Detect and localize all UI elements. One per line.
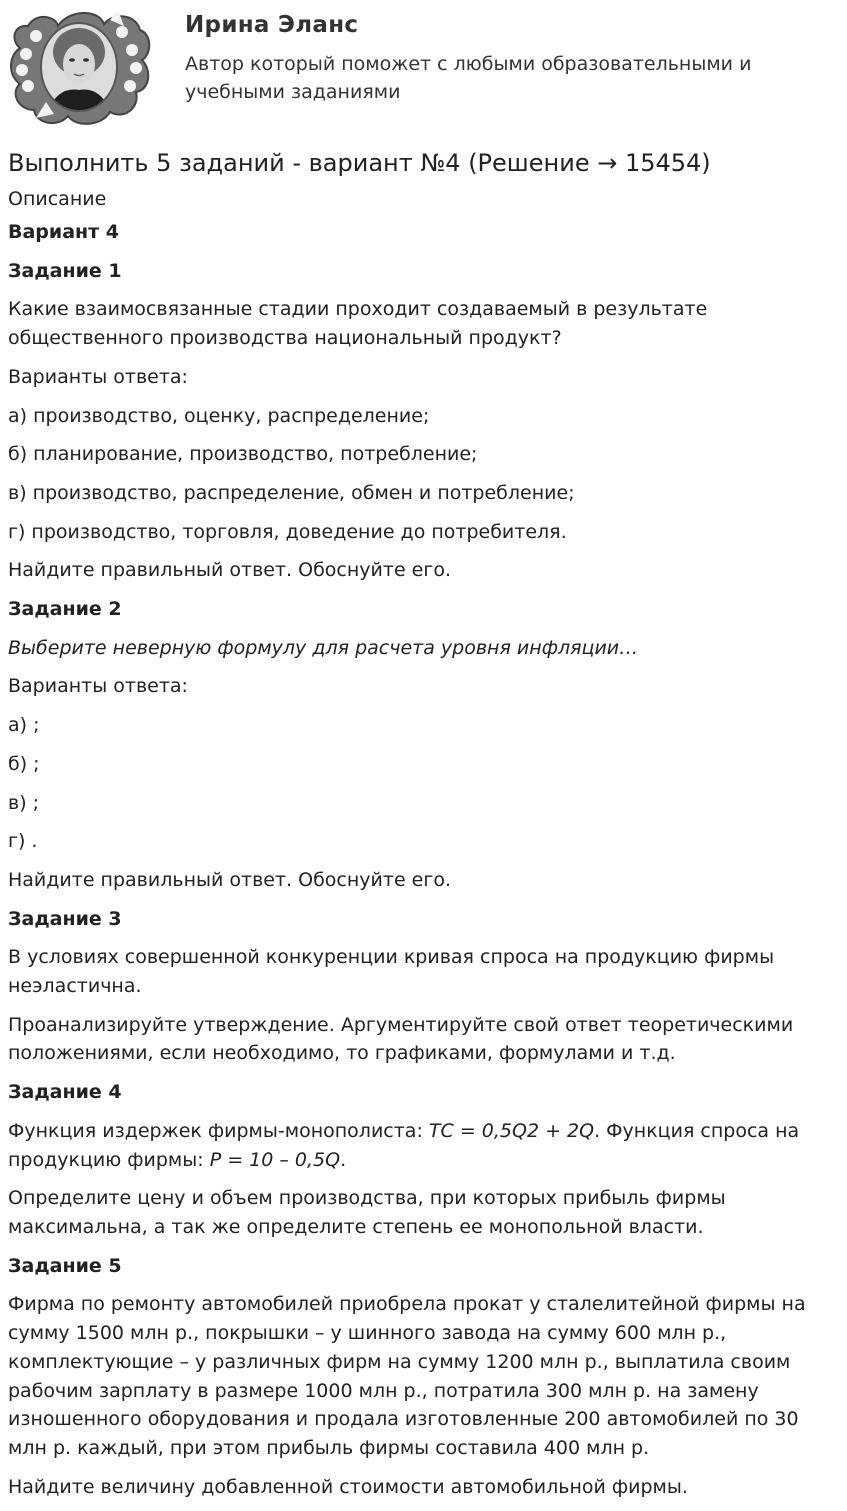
task4-demand-formula: P = 10 – 0,5Q xyxy=(209,1148,341,1171)
main-content xyxy=(8,146,828,1511)
task3-heading: Задание 3 xyxy=(8,907,122,930)
task2-option-d: г) . xyxy=(8,830,38,853)
task1-heading: Задание 1 xyxy=(8,259,122,282)
task1-instruction: Найдите правильный ответ. Обоснуйте его. xyxy=(8,559,452,582)
task4-demand-suffix: . xyxy=(340,1148,347,1171)
variant-heading: Вариант 4 xyxy=(8,221,120,243)
author-avatar[interactable] xyxy=(6,6,152,128)
task2-question: Выберите неверную формулу для расчета уровня инфляции… xyxy=(8,636,639,659)
author-header xyxy=(0,0,847,140)
task3-statement: В условиях совершенной конкуренции кривая спроса на продукцию фирмы неэластична. xyxy=(8,946,775,998)
task4-cost-prefix: Функция издержек фирмы-монополиста: xyxy=(8,1119,429,1142)
task1-option-b: б) планирование, производство, потребление; xyxy=(8,443,478,466)
task5-heading: Задание 5 xyxy=(8,1254,122,1277)
task2-option-a: а) ; xyxy=(8,714,40,737)
task1-option-a: а) производство, оценку, распределение; xyxy=(8,404,430,427)
task1-question: Какие взаимосвязанные стадии проходит создаваемый в результате общественного производства национальный продукт? xyxy=(8,298,708,350)
task2-option-c: в) ; xyxy=(8,791,40,814)
author-name[interactable]: Ирина Эланс xyxy=(185,12,359,38)
task4-functions xyxy=(8,1117,828,1174)
task2-options-label: Варианты ответа: xyxy=(8,675,188,698)
avatar-image xyxy=(6,6,152,128)
task4-instruction: Определите цену и объем производства, при которых прибыль фирмы максимальна, а так же определите степень ее монопольной власти. xyxy=(8,1187,726,1238)
description-label: Описание xyxy=(8,188,107,210)
page-title: Выполнить 5 заданий - вариант №4 (Решение → 15454) xyxy=(8,149,711,177)
author-description: Автор который поможет с любыми образовательными и учебными заданиями xyxy=(185,53,752,103)
task3-instruction: Проанализируйте утверждение. Аргументируйте свой ответ теоретическими положениями, если необходимо, то графиками, формулами и т.д. xyxy=(8,1013,794,1065)
task2-heading: Задание 2 xyxy=(8,598,122,621)
task4-cost-formula: TC = 0,5Q2 + 2Q xyxy=(428,1119,595,1142)
task1-option-d: г) производство, торговля, доведение до потребителя. xyxy=(8,520,567,543)
task5-text: Фирма по ремонту автомобилей приобрела прокат у сталелитейной фирмы на сумму 1500 млн р., покрышки – у шинного завода на сумму 600 млн р., комплектующие – у различных фирм на сумму 1200 млн р., выплатила своим рабочим зарплату в размере 1000 млн р., потратила 300 млн р. на замену изношенного оборудования и продала изготовленные 200 автомобилей по 30 млн р. каждый, при этом прибыль фирмы составила 400 млн р. xyxy=(8,1293,806,1459)
task4-demand-prefix: . Функция спроса на продукцию фирмы: xyxy=(8,1119,800,1171)
task2-instruction: Найдите правильный ответ. Обоснуйте его. xyxy=(8,868,452,891)
task1-option-c: в) производство, распределение, обмен и потребление; xyxy=(8,481,575,504)
task1-options-label: Варианты ответа: xyxy=(8,365,188,388)
task2-option-b: б) ; xyxy=(8,752,40,775)
task4-heading: Задание 4 xyxy=(8,1081,122,1104)
task5-instruction: Найдите величину добавленной стоимости автомобильной фирмы. xyxy=(8,1475,688,1498)
